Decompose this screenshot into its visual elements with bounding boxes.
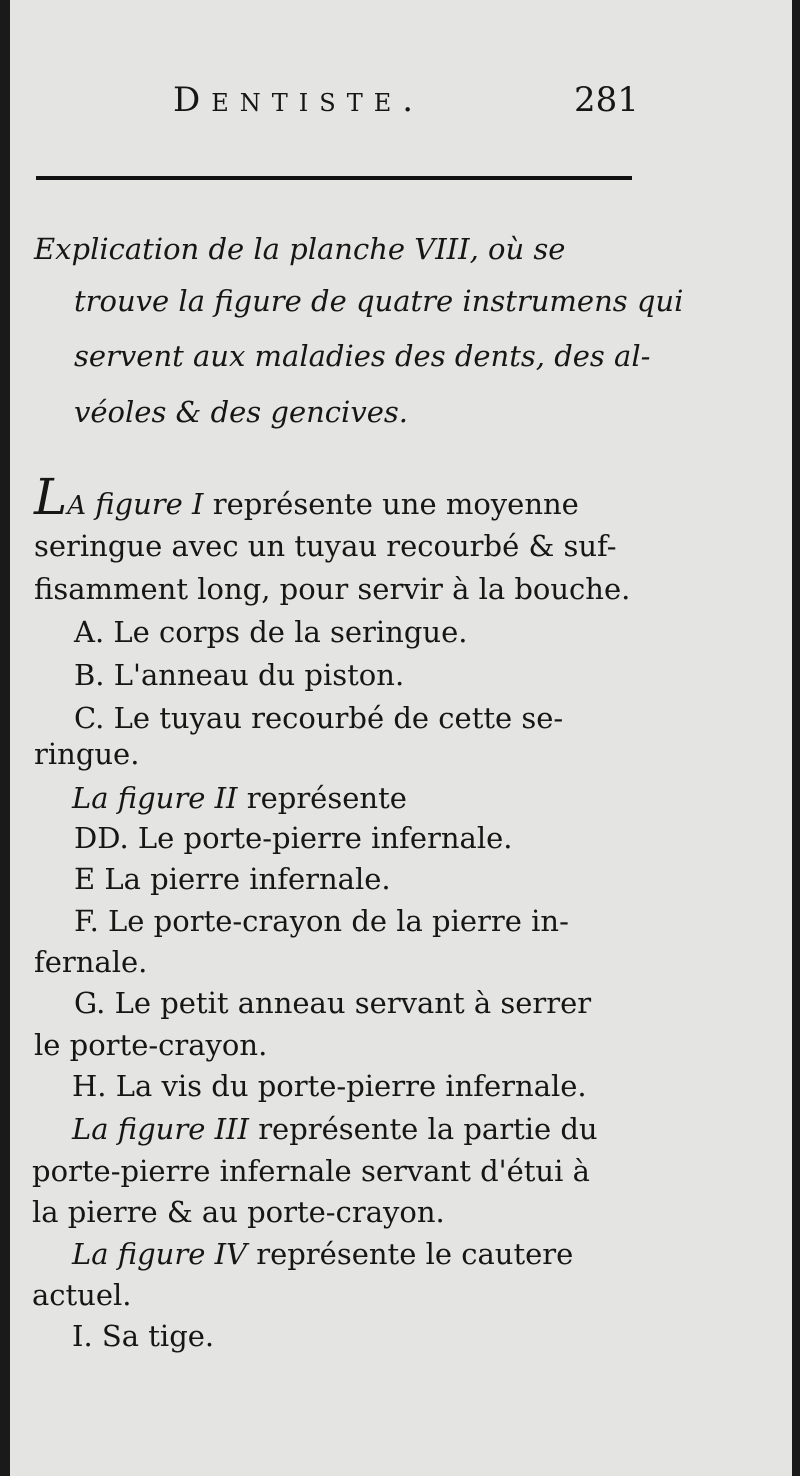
figure-3-text: représente la partie du — [258, 1112, 598, 1146]
caption-line: servent aux maladies des dents, des al- — [74, 339, 651, 373]
text-line: seringue avec un tuyau recourbé & suf- — [34, 529, 617, 563]
header-rule — [36, 176, 632, 180]
caption-line: véoles & des gencives. — [74, 395, 408, 429]
running-head — [10, 80, 792, 130]
text-line: porte-pierre infernale servant d'étui à — [32, 1154, 590, 1188]
item-c: C. Le tuyau recourbé de cette se- — [74, 701, 564, 735]
figure-2-line — [72, 781, 407, 815]
item-a: A. Le corps de la seringue. — [74, 615, 468, 649]
book-page — [10, 0, 792, 1476]
caption-line: Explication de la planche VIII, où se — [34, 232, 566, 266]
figure-1-label: figure I — [95, 487, 204, 521]
item-h: H. La vis du porte-pierre infernale. — [72, 1069, 587, 1103]
figure-1-text: représente une moyenne — [212, 487, 579, 521]
text-line: la pierre & au porte-crayon. — [32, 1195, 445, 1229]
text-line: ringue. — [34, 737, 140, 771]
figure-4-line — [72, 1237, 573, 1271]
item-b: B. L'anneau du piston. — [74, 658, 405, 692]
figure-3-line — [72, 1112, 598, 1146]
figure-3-label: La figure III — [72, 1112, 249, 1146]
text-line: fernale. — [34, 945, 148, 979]
item-dd: DD. Le porte-pierre infernale. — [74, 821, 513, 855]
item-g: G. Le petit anneau servant à serrer — [74, 986, 592, 1020]
item-f: F. Le porte-crayon de la pierre in- — [74, 904, 569, 938]
item-e: E La pierre infernale. — [74, 862, 391, 896]
figure-2-label: La figure II — [72, 781, 238, 815]
item-i: I. Sa tige. — [72, 1319, 215, 1353]
figure-4-text: représente le cautere — [256, 1237, 574, 1271]
text-line: fisamment long, pour servir à la bouche. — [34, 572, 631, 606]
text-line: le porte-crayon. — [34, 1028, 268, 1062]
page-number: 281 — [574, 80, 639, 120]
drop-cap-rest: A — [67, 491, 86, 521]
drop-cap: L — [34, 468, 68, 526]
figure-2-text: représente — [246, 781, 407, 815]
caption-line: trouve la figure de quatre instrumens qui — [74, 284, 684, 318]
running-title: Dentiste. — [173, 80, 425, 120]
figure-1-paragraph-start — [34, 468, 579, 526]
figure-4-label: La figure IV — [72, 1237, 247, 1271]
text-line: actuel. — [32, 1278, 132, 1312]
